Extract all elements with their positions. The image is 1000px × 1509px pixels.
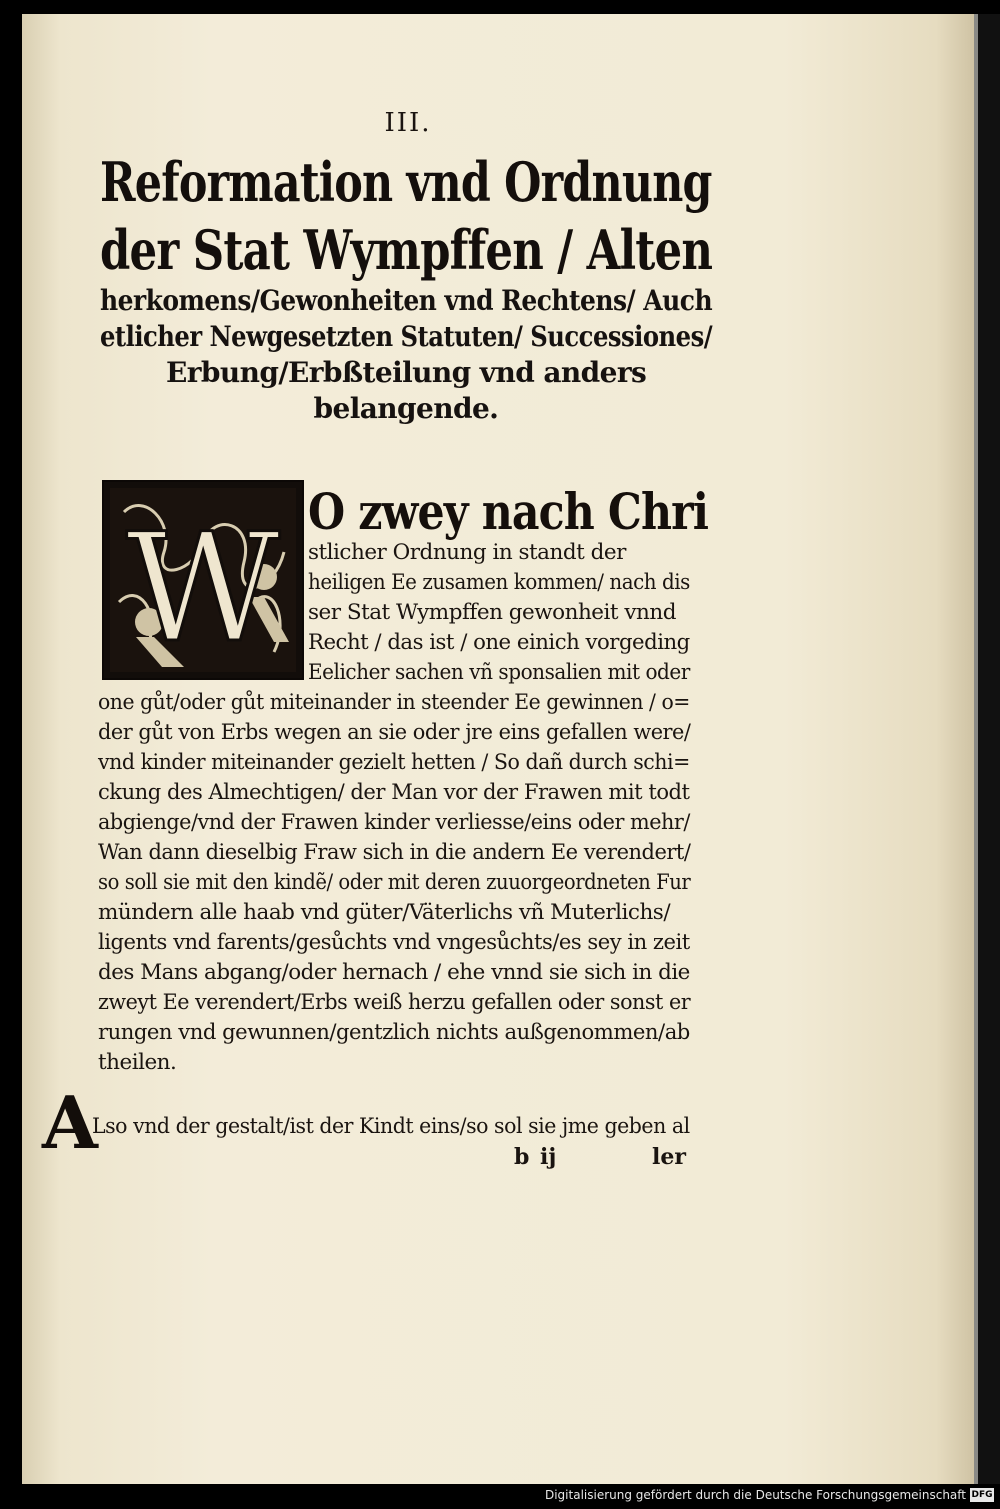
paragraph-initial: A	[42, 1080, 98, 1165]
first-line-large: O zwey nach Chri	[308, 482, 709, 541]
scan-border	[978, 14, 1000, 1484]
signature-mark: b	[514, 1144, 530, 1170]
subtitle-line-4: belangende.	[313, 392, 499, 425]
text-line: one gůt/oder gůt miteinander in steender Ee gewinnen / o=	[98, 690, 690, 715]
text-line: Lso vnd der gestalt/ist der Kindt eins/so sol sie jme geben al	[92, 1114, 690, 1139]
signature-mark: ij	[540, 1144, 557, 1170]
text-line: vnd kinder miteinander gezielt hetten / So dañ durch schi=	[98, 750, 690, 775]
text-line: Recht / das ist / one einich vorgeding	[308, 630, 690, 655]
text-line: so soll sie mit den kindẽ/ oder mit deren zuuorgeordneten Fur	[98, 870, 691, 895]
subtitle-line-1: herkomens/Gewonheiten vnd Rechtens/ Auch	[100, 284, 713, 317]
catchword: ler	[652, 1144, 686, 1170]
footer-bar	[0, 1484, 1000, 1509]
text-line: rungen vnd gewunnen/gentzlich nichts außgenommen/ab	[98, 1020, 690, 1045]
subtitle-line-3: Erbung/Erbßteilung vnd anders	[166, 356, 647, 389]
text-line: ligents vnd farents/gesůchts vnd vngesůchts/es sey in zeit	[98, 930, 690, 955]
text-line: zweyt Ee verendert/Erbs weiß herzu gefallen oder sonst er	[98, 990, 691, 1015]
text-line: ckung des Almechtigen/ der Man vor der Frawen mit todt	[98, 780, 690, 805]
text-line: der gůt von Erbs wegen an sie oder jre eins gefallen were/	[98, 720, 691, 745]
text-line: abgienge/vnd der Frawen kinder verliesse/eins oder mehr/	[98, 810, 690, 835]
svg-text:W: W	[125, 502, 281, 676]
text-line: Wan dann dieselbig Fraw sich in die andern Ee verendert/	[98, 840, 691, 865]
title-line-1: Reformation vnd Ordnung	[100, 150, 712, 214]
text-line: stlicher Ordnung in standt der	[308, 540, 626, 565]
text-line: theilen.	[98, 1050, 177, 1075]
text-line: ser Stat Wympffen gewonheit vnnd	[308, 600, 676, 625]
funding-credit: Digitalisierung gefördert durch die Deutsche Forschungsgemeinschaft	[544, 1488, 966, 1502]
title-line-2: der Stat Wympffen / Alten	[100, 218, 713, 282]
text-line: Eelicher sachen vñ sponsalien mit oder	[308, 660, 690, 685]
dfg-logo: DFG	[971, 1490, 993, 1500]
text-line: heiligen Ee zusamen kommen/ nach dis	[308, 570, 690, 595]
subtitle-line-2: etlicher Newgesetzten Statuten/ Successiones/	[100, 320, 713, 353]
folio-number: III.	[384, 108, 432, 138]
ornament-initial-icon	[104, 482, 302, 678]
text-line: mündern alle haab vnd güter/Väterlichs vñ Muterlichs/	[98, 900, 671, 925]
text-line: des Mans abgang/oder hernach / ehe vnnd sie sich in die	[98, 960, 690, 985]
decorated-initial-w	[102, 480, 304, 680]
